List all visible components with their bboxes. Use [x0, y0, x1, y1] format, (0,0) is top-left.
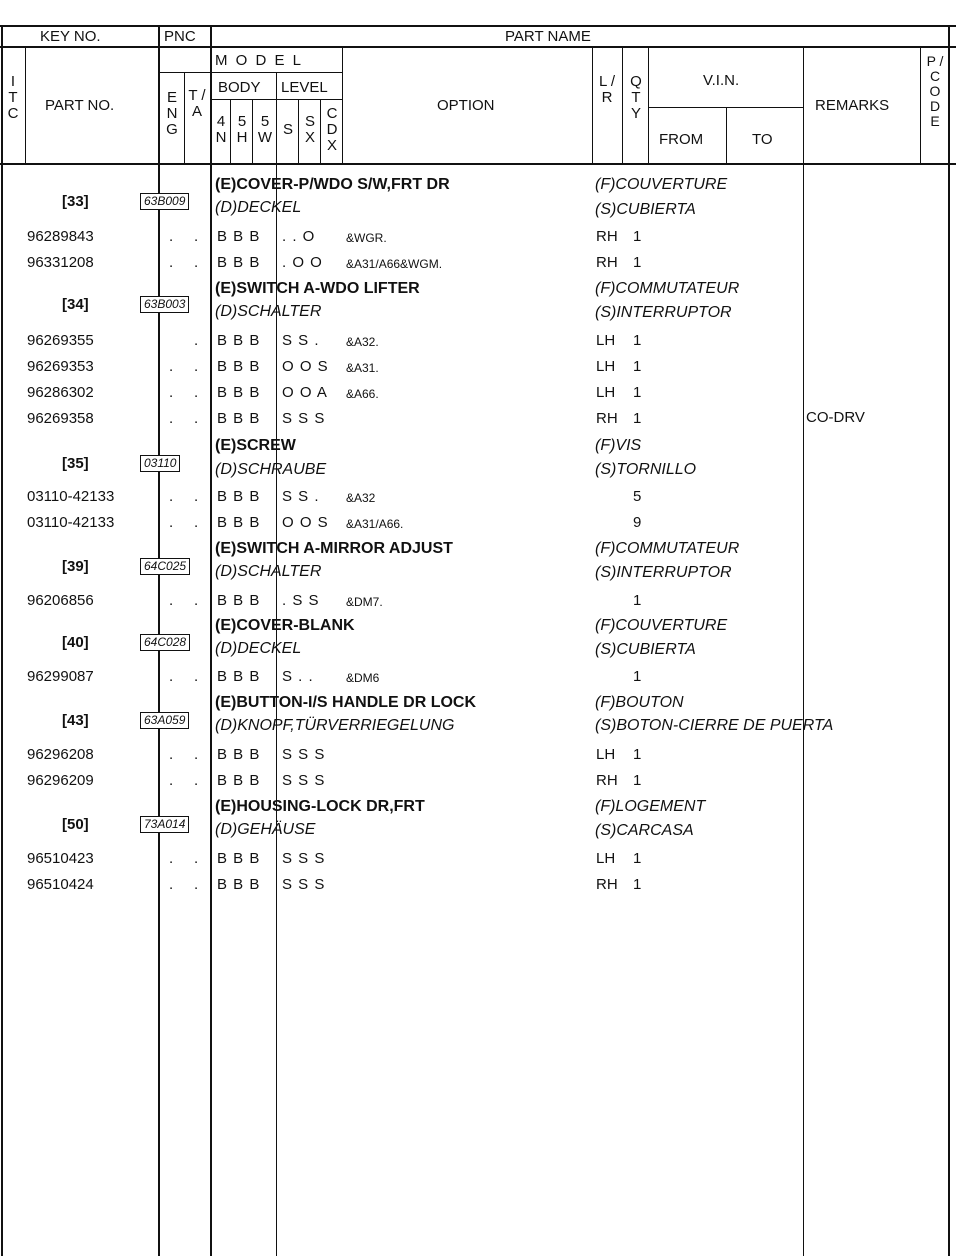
part-number: 03110-42133 [27, 514, 115, 531]
part-number: 96296208 [27, 746, 94, 763]
part-number: 96269355 [27, 332, 94, 349]
body-values: B B B [217, 332, 261, 349]
body-values: B B B [217, 850, 261, 867]
ta-value: . [194, 488, 199, 505]
qty-value: 1 [633, 384, 642, 401]
pnc-code: 63B003 [140, 296, 189, 313]
key-number: [40] [62, 634, 89, 651]
name-english: (E)COVER-BLANK [215, 617, 355, 634]
ta-value: . [194, 332, 199, 349]
level-values: O O S [282, 358, 329, 375]
level-values: O O S [282, 514, 329, 531]
option-code: &A31/A66. [346, 517, 404, 531]
lr-value: LH [596, 358, 616, 375]
name-german: (D)GEHÄUSE [215, 821, 316, 838]
level-col-sx: S X [304, 113, 315, 146]
option-code: &A32 [346, 491, 376, 505]
key-number: [34] [62, 296, 89, 313]
key-number: [39] [62, 558, 89, 575]
name-german: (D)SCHALTER [215, 303, 322, 320]
vin-header: V.I.N. [703, 72, 740, 89]
name-german: (D)DECKEL [215, 640, 302, 657]
qty-value: 1 [633, 746, 642, 763]
body-values: B B B [217, 746, 261, 763]
lr-value: RH [596, 876, 618, 893]
part-number: 96206856 [27, 592, 94, 609]
body-values: B B B [217, 592, 261, 609]
pnc-header: PNC [164, 28, 196, 45]
name-english: (E)SCREW [215, 437, 296, 454]
level-values: S . . [282, 668, 314, 685]
key-number: [35] [62, 455, 89, 472]
qty-value: 1 [633, 772, 642, 789]
eng-value: . [169, 876, 174, 893]
lr-value: LH [596, 746, 616, 763]
pnc-code: 63A059 [140, 712, 189, 729]
key-number: [43] [62, 712, 89, 729]
ta-value: . [194, 410, 199, 427]
level-header: LEVEL [281, 79, 328, 96]
lr-value: RH [596, 228, 618, 245]
body-values: B B B [217, 358, 261, 375]
ta-value: . [194, 746, 199, 763]
name-french: (F)VIS [595, 437, 642, 454]
eng-value: . [169, 410, 174, 427]
qty-value: 1 [633, 228, 642, 245]
body-values: B B B [217, 410, 261, 427]
name-spanish: (S)INTERRUPTOR [595, 304, 732, 321]
vin-from-header: FROM [659, 131, 704, 148]
name-french: (F)COMMUTATEUR [595, 540, 740, 557]
name-german: (D)DECKEL [215, 199, 302, 216]
key-number: [33] [62, 193, 89, 210]
part-number: 96510423 [27, 850, 94, 867]
eng-value: . [169, 592, 174, 609]
option-code: &A32. [346, 335, 379, 349]
lr-value: RH [596, 254, 618, 271]
qty-value: 1 [633, 850, 642, 867]
part-number: 96269353 [27, 358, 94, 375]
ta-value: . [194, 254, 199, 271]
body-values: B B B [217, 514, 261, 531]
itc-header: I T C [7, 73, 19, 122]
pnc-code: 73A014 [140, 816, 189, 833]
lr-value: LH [596, 384, 616, 401]
part-number: 96289843 [27, 228, 94, 245]
option-code: &A31/A66&WGM. [346, 257, 443, 271]
qty-value: 1 [633, 254, 642, 271]
name-spanish: (S)CUBIERTA [595, 201, 696, 218]
name-spanish: (S)CUBIERTA [595, 641, 696, 658]
part-name-header: PART NAME [505, 28, 591, 45]
body-values: B B B [217, 488, 261, 505]
option-code: &DM6 [346, 671, 380, 685]
body-values: B B B [217, 876, 261, 893]
name-english: (E)SWITCH A-MIRROR ADJUST [215, 540, 453, 557]
body-header: BODY [218, 79, 261, 96]
part-number: 96269358 [27, 410, 94, 427]
lr-header: L / R [598, 73, 616, 106]
option-code: &A31. [346, 361, 379, 375]
level-values: S S S [282, 850, 326, 867]
part-number: 96299087 [27, 668, 94, 685]
pnc-code: 64C025 [140, 558, 190, 575]
level-values: S S S [282, 876, 326, 893]
name-french: (F)COUVERTURE [595, 617, 728, 634]
name-english: (E)COVER-P/WDO S/W,FRT DR [215, 176, 450, 193]
qty-value: 1 [633, 592, 642, 609]
name-spanish: (S)CARCASA [595, 822, 694, 839]
level-values: O O A [282, 384, 328, 401]
qty-value: 1 [633, 332, 642, 349]
pnc-code: 03110 [140, 455, 180, 472]
name-french: (F)COMMUTATEUR [595, 280, 740, 297]
name-french: (F)BOUTON [595, 694, 684, 711]
qty-value: 9 [633, 514, 642, 531]
remarks-header: REMARKS [815, 97, 890, 114]
level-values: S S S [282, 410, 326, 427]
name-french: (F)COUVERTURE [595, 176, 728, 193]
vin-to-header: TO [752, 131, 773, 148]
part-number: 96296209 [27, 772, 94, 789]
name-english: (E)BUTTON-I/S HANDLE DR LOCK [215, 694, 477, 711]
pnc-code: 63B009 [140, 193, 189, 210]
key-no-header: KEY NO. [40, 28, 101, 45]
part-number: 96510424 [27, 876, 94, 893]
option-code: &A66. [346, 387, 379, 401]
remarks-value: CO-DRV [806, 409, 865, 426]
level-values: S S S [282, 772, 326, 789]
part-no-header: PART NO. [45, 97, 115, 114]
body-values: B B B [217, 254, 261, 271]
name-spanish: (S)TORNILLO [595, 461, 697, 478]
eng-value: . [169, 668, 174, 685]
name-german: (D)SCHALTER [215, 563, 322, 580]
level-col-s: S [282, 121, 293, 138]
level-values: . S S [282, 592, 320, 609]
level-values: S S S [282, 746, 326, 763]
qty-header: Q T Y [630, 73, 642, 122]
option-code: &DM7. [346, 595, 383, 609]
eng-value: . [169, 514, 174, 531]
eng-value: . [169, 384, 174, 401]
eng-header: E N G [166, 89, 178, 138]
eng-value: . [169, 228, 174, 245]
ta-value: . [194, 514, 199, 531]
key-number: [50] [62, 816, 89, 833]
qty-value: 5 [633, 488, 642, 505]
body-col-5w: 5 W [257, 113, 273, 146]
pnc-code: 64C028 [140, 634, 190, 651]
option-code: &WGR. [346, 231, 387, 245]
part-number: 03110-42133 [27, 488, 115, 505]
body-values: B B B [217, 228, 261, 245]
eng-value: . [169, 254, 174, 271]
body-values: B B B [217, 384, 261, 401]
level-values: . O O [282, 254, 323, 271]
option-header: OPTION [437, 97, 495, 114]
eng-value: . [169, 772, 174, 789]
name-german: (D)KNOPF,TÜRVERRIEGELUNG [215, 717, 455, 734]
qty-value: 1 [633, 410, 642, 427]
body-values: B B B [217, 772, 261, 789]
lr-value: LH [596, 850, 616, 867]
name-spanish: (S)INTERRUPTOR [595, 564, 732, 581]
name-german: (D)SCHRAUBE [215, 461, 327, 478]
level-values: S S . [282, 488, 320, 505]
lr-value: LH [596, 332, 616, 349]
name-english: (E)HOUSING-LOCK DR,FRT [215, 798, 425, 815]
part-number: 96286302 [27, 384, 94, 401]
part-number: 96331208 [27, 254, 94, 271]
ta-value: . [194, 876, 199, 893]
level-values: . . O [282, 228, 316, 245]
body-col-5h: 5 H [236, 113, 248, 146]
pcode-header: P / C O D E [926, 53, 944, 129]
eng-value: . [169, 358, 174, 375]
ta-value: . [194, 850, 199, 867]
ta-value: . [194, 358, 199, 375]
level-values: S S . [282, 332, 320, 349]
name-english: (E)SWITCH A-WDO LIFTER [215, 280, 420, 297]
qty-value: 1 [633, 668, 642, 685]
ta-header: T / A [188, 87, 206, 120]
ta-value: . [194, 228, 199, 245]
ta-value: . [194, 668, 199, 685]
lr-value: RH [596, 772, 618, 789]
ta-value: . [194, 384, 199, 401]
body-col-4n: 4 N [215, 113, 227, 146]
lr-value: RH [596, 410, 618, 427]
eng-value: . [169, 850, 174, 867]
name-french: (F)LOGEMENT [595, 798, 706, 815]
level-col-cdx: C D X [326, 105, 338, 154]
eng-value: . [169, 746, 174, 763]
qty-value: 1 [633, 876, 642, 893]
qty-value: 1 [633, 358, 642, 375]
ta-value: . [194, 592, 199, 609]
model-header: M O D E L [215, 52, 304, 69]
eng-value: . [169, 488, 174, 505]
body-values: B B B [217, 668, 261, 685]
name-spanish: (S)BOTON-CIERRE DE PUERTA [595, 717, 834, 734]
ta-value: . [194, 772, 199, 789]
